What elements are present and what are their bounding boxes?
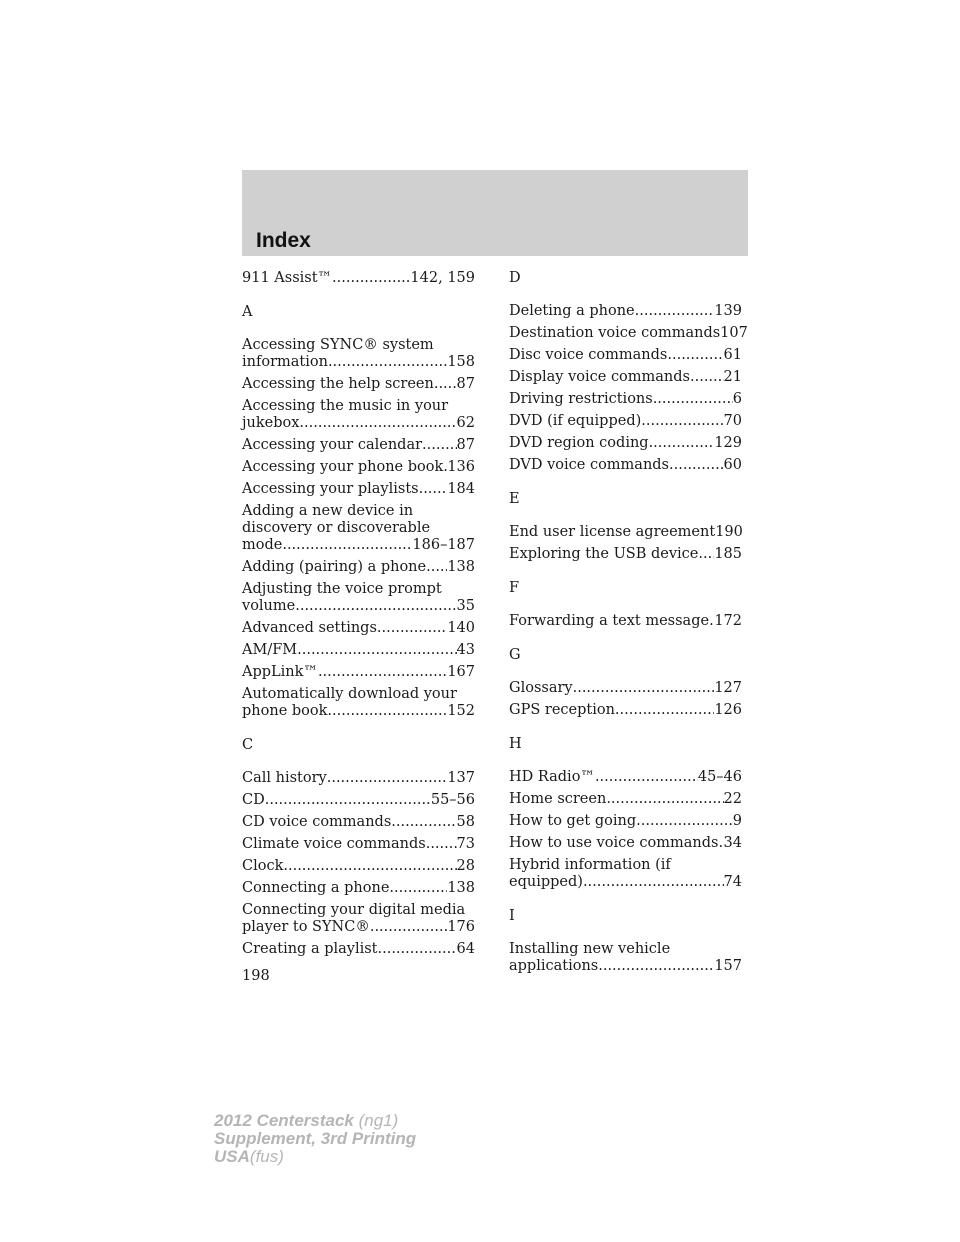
- page-reference: 138: [447, 559, 475, 575]
- dot-leader: [327, 770, 448, 787]
- page-reference: 127: [714, 680, 742, 696]
- page-reference: 22: [723, 791, 742, 807]
- index-term: volume: [242, 598, 296, 614]
- header-bar: [242, 170, 748, 256]
- index-term: Advanced settings: [242, 620, 377, 636]
- index-entry: [509, 941, 742, 975]
- page-reference: 28: [456, 858, 475, 874]
- dot-leader: [636, 813, 733, 830]
- dot-leader: [669, 457, 724, 474]
- index-term: End user license agreement: [509, 524, 716, 540]
- index-entry: [242, 559, 475, 576]
- dot-leader: [573, 680, 715, 697]
- index-term: Disc voice commands: [509, 347, 668, 363]
- index-entry: [242, 503, 475, 554]
- index-term: Accessing the music in your: [242, 398, 449, 414]
- index-entry: [242, 481, 475, 498]
- index-entry-line: [242, 481, 475, 498]
- footer-edition-code: (ng1): [358, 1111, 399, 1130]
- index-term: DVD voice commands: [509, 457, 670, 473]
- page-reference: 87: [456, 437, 475, 453]
- index-term: CD voice commands: [242, 814, 392, 830]
- page-reference: 176: [447, 919, 475, 935]
- dot-leader: [299, 415, 456, 432]
- page-reference: 186–187: [412, 537, 475, 553]
- dot-leader: [434, 376, 457, 393]
- dot-leader: [595, 769, 698, 786]
- index-term: Accessing your playlists: [242, 481, 419, 497]
- index-term: applications: [509, 958, 599, 974]
- index-entry-line: [242, 902, 475, 919]
- index-entry: [509, 813, 742, 830]
- index-entry-line: [242, 836, 475, 853]
- index-term: Hybrid information (if: [509, 857, 671, 873]
- dot-leader: [265, 792, 431, 809]
- index-term: AM/FM: [242, 642, 298, 658]
- index-entry-line: [509, 325, 748, 342]
- page-reference: 140: [447, 620, 475, 636]
- index-term: Accessing SYNC® system: [242, 337, 434, 353]
- index-entry-line: [242, 437, 475, 454]
- index-entry-line: [242, 880, 475, 897]
- index-entry: [509, 835, 742, 852]
- index-entry-line: [242, 919, 475, 936]
- index-entry-line: [509, 369, 742, 386]
- dot-leader: [649, 435, 715, 452]
- page-number: 198: [242, 968, 270, 984]
- index-entry-line: [509, 857, 742, 874]
- index-term: DVD (if equipped): [509, 413, 642, 429]
- index-entry-line: [242, 770, 475, 787]
- page-reference: 158: [447, 354, 475, 370]
- index-entry: [242, 770, 475, 787]
- dot-leader: [583, 874, 724, 891]
- index-entry: [242, 902, 475, 936]
- page-reference: 138: [447, 880, 475, 896]
- index-entry-line: [509, 958, 742, 975]
- dot-leader: [332, 270, 410, 287]
- page-reference: 43: [456, 642, 475, 658]
- index-term: HD Radio™: [509, 769, 595, 785]
- index-term: Glossary: [509, 680, 573, 696]
- section-letter: C: [242, 737, 254, 753]
- page-reference: 136: [447, 459, 475, 475]
- section-letter: I: [509, 908, 515, 924]
- dot-leader: [690, 369, 724, 386]
- dot-leader: [327, 703, 447, 720]
- index-term: Connecting a phone: [242, 880, 390, 896]
- index-entry-line: [509, 413, 742, 430]
- index-entry-line: [242, 376, 475, 393]
- index-entry-line: [509, 813, 742, 830]
- index-entry-line: [242, 520, 475, 537]
- page-reference: 137: [447, 770, 475, 786]
- index-entry: [509, 680, 742, 697]
- page-reference: 58: [456, 814, 475, 830]
- index-entry: [509, 303, 742, 320]
- dot-leader: [641, 413, 723, 430]
- index-term: Adjusting the voice prompt: [242, 581, 442, 597]
- index-term: Automatically download your: [242, 686, 457, 702]
- index-entry: [509, 546, 742, 563]
- dot-leader: [378, 941, 457, 958]
- index-entry: [509, 325, 748, 342]
- dot-leader: [370, 919, 447, 936]
- index-entry-line: [509, 613, 742, 630]
- index-entry-line: [509, 391, 742, 408]
- dot-leader: [377, 620, 447, 637]
- index-term: Home screen: [509, 791, 607, 807]
- page-reference: 45–46: [697, 769, 742, 785]
- index-term: 911 Assist™: [242, 270, 333, 286]
- index-entry: [242, 858, 475, 875]
- dot-leader: [282, 537, 412, 554]
- section-letter: E: [509, 491, 520, 507]
- index-entry-line: [509, 435, 742, 452]
- index-entry-line: [242, 598, 475, 615]
- index-entry-line: [509, 874, 742, 891]
- index-term: Deleting a phone: [509, 303, 635, 319]
- dot-leader: [318, 664, 447, 681]
- dot-leader: [615, 702, 714, 719]
- page-reference: 142, 159: [410, 270, 475, 286]
- index-entry-line: [242, 354, 475, 371]
- index-term: discovery or discoverable: [242, 520, 431, 536]
- index-entry-line: [509, 546, 742, 563]
- section-letter: D: [509, 270, 521, 286]
- index-term: Driving restrictions: [509, 391, 653, 407]
- page-reference: 35: [456, 598, 475, 614]
- page-reference: 74: [723, 874, 742, 890]
- print-footer: [214, 1112, 416, 1166]
- index-term: Display voice commands: [509, 369, 690, 385]
- dot-leader: [391, 814, 456, 831]
- page-reference: 152: [447, 703, 475, 719]
- index-term: Adding a new device in: [242, 503, 414, 519]
- page-reference: 64: [456, 941, 475, 957]
- index-term: Clock: [242, 858, 284, 874]
- index-term: Call history: [242, 770, 327, 786]
- section-letter: G: [509, 647, 521, 663]
- index-term: GPS reception: [509, 702, 615, 718]
- index-entry: [242, 337, 475, 371]
- index-entry: [509, 413, 742, 430]
- index-entry: [509, 524, 742, 541]
- index-entry-line: [242, 337, 475, 354]
- index-term: Climate voice commands: [242, 836, 426, 852]
- index-entry-line: [242, 270, 475, 287]
- index-term: jukebox: [242, 415, 300, 431]
- page-reference: 21: [723, 369, 742, 385]
- index-entry: [242, 941, 475, 958]
- dot-leader: [297, 642, 456, 659]
- page-reference: 190: [715, 524, 743, 540]
- page-reference: 60: [723, 457, 742, 473]
- dot-leader: [419, 481, 448, 498]
- index-term: DVD region coding: [509, 435, 649, 451]
- index-entry-line: [509, 835, 742, 852]
- index-term: Exploring the USB device: [509, 546, 699, 562]
- index-entry: [242, 398, 475, 432]
- dot-leader: [389, 880, 447, 897]
- index-term: Destination voice commands: [509, 325, 721, 341]
- index-term: Installing new vehicle: [509, 941, 671, 957]
- index-entry-line: [509, 457, 742, 474]
- index-entry: [242, 686, 475, 720]
- index-entry: [242, 620, 475, 637]
- index-entry: [509, 769, 742, 786]
- page-reference: 184: [447, 481, 475, 497]
- page-reference: 185: [714, 546, 742, 562]
- dot-leader: [426, 836, 457, 853]
- dot-leader: [635, 303, 715, 320]
- index-term: Accessing your calendar: [242, 437, 423, 453]
- index-entry-line: [242, 703, 475, 720]
- index-entry: [242, 437, 475, 454]
- index-entry: [509, 613, 742, 630]
- section-letter: H: [509, 736, 522, 752]
- dot-leader: [598, 958, 714, 975]
- page-reference: 61: [723, 347, 742, 363]
- page-reference: 9: [732, 813, 742, 829]
- index-entry-line: [242, 792, 475, 809]
- footer-market: USA: [214, 1147, 250, 1166]
- index-column-left: [242, 270, 475, 963]
- index-entry-line: [242, 941, 475, 958]
- index-entry-line: [242, 559, 475, 576]
- index-term: Connecting your digital media: [242, 902, 466, 918]
- index-entry-line: [509, 524, 742, 541]
- footer-printing: Supplement, 3rd Printing: [214, 1129, 417, 1148]
- page-reference: 139: [714, 303, 742, 319]
- section-letter: F: [509, 580, 520, 596]
- index-entry: [242, 270, 475, 287]
- index-entry-line: [509, 941, 742, 958]
- index-entry: [242, 376, 475, 393]
- index-entry-line: [242, 503, 475, 520]
- index-term: equipped): [509, 874, 583, 890]
- page-reference: 62: [456, 415, 475, 431]
- index-entry: [509, 791, 742, 808]
- page-reference: 6: [732, 391, 742, 407]
- page-reference: 172: [714, 613, 742, 629]
- index-term: Creating a playlist: [242, 941, 378, 957]
- index-entry-line: [242, 814, 475, 831]
- index-term: mode: [242, 537, 283, 553]
- dot-leader: [667, 347, 723, 364]
- index-term: player to SYNC®: [242, 919, 370, 935]
- index-entry-line: [242, 415, 475, 432]
- index-term: CD: [242, 792, 265, 808]
- index-term: AppLink™: [242, 664, 318, 680]
- dot-leader: [422, 437, 457, 454]
- index-entry: [242, 880, 475, 897]
- index-entry-line: [242, 459, 475, 476]
- index-entry: [242, 664, 475, 681]
- index-entry-line: [242, 686, 475, 703]
- index-term: Accessing your phone book: [242, 459, 444, 475]
- index-entry: [509, 857, 742, 891]
- index-entry-line: [509, 791, 742, 808]
- footer-market-code: (fus): [249, 1147, 284, 1166]
- dot-leader: [606, 791, 723, 808]
- page-reference: 87: [456, 376, 475, 392]
- page-reference: 167: [447, 664, 475, 680]
- page-reference: 55–56: [430, 792, 475, 808]
- page-reference: 34: [723, 835, 742, 851]
- index-entry-line: [242, 664, 475, 681]
- page-reference: 126: [714, 702, 742, 718]
- page-reference: 73: [456, 836, 475, 852]
- section-letter: A: [242, 304, 253, 320]
- index-entry-line: [242, 581, 475, 598]
- footer-edition: 2012 Centerstack: [214, 1111, 354, 1130]
- index-term: Adding (pairing) a phone: [242, 559, 427, 575]
- index-term: phone book: [242, 703, 328, 719]
- page-reference: 157: [714, 958, 742, 974]
- index-entry-line: [509, 769, 742, 786]
- dot-leader: [283, 858, 456, 875]
- dot-leader: [295, 598, 456, 615]
- index-entry: [509, 457, 742, 474]
- dot-leader: [653, 391, 733, 408]
- index-entry: [242, 459, 475, 476]
- page-reference: 70: [723, 413, 742, 429]
- dot-leader: [426, 559, 447, 576]
- index-entry: [509, 369, 742, 386]
- index-entry: [509, 347, 742, 364]
- index-entry: [242, 642, 475, 659]
- index-term: Forwarding a text message: [509, 613, 710, 629]
- index-entry-line: [509, 702, 742, 719]
- index-entry: [509, 391, 742, 408]
- dot-leader: [328, 354, 447, 371]
- index-entry-line: [242, 620, 475, 637]
- index-entry: [509, 702, 742, 719]
- index-entry-line: [509, 347, 742, 364]
- index-entry-line: [242, 858, 475, 875]
- dot-leader: [698, 546, 714, 563]
- index-column-right: [509, 270, 748, 980]
- index-entry-line: [242, 398, 475, 415]
- index-entry: [242, 792, 475, 809]
- index-entry: [242, 581, 475, 615]
- index-term: information: [242, 354, 328, 370]
- index-entry: [509, 435, 742, 452]
- index-entry-line: [509, 680, 742, 697]
- page-reference: 107: [720, 325, 748, 341]
- index-entry-line: [242, 642, 475, 659]
- page-reference: 129: [714, 435, 742, 451]
- index-term: Accessing the help screen: [242, 376, 434, 392]
- page-title: Index: [256, 229, 311, 252]
- index-term: How to get going: [509, 813, 637, 829]
- index-entry: [242, 814, 475, 831]
- index-entry-line: [242, 537, 475, 554]
- index-term: How to use voice commands: [509, 835, 719, 851]
- index-entry: [242, 836, 475, 853]
- index-entry-line: [509, 303, 742, 320]
